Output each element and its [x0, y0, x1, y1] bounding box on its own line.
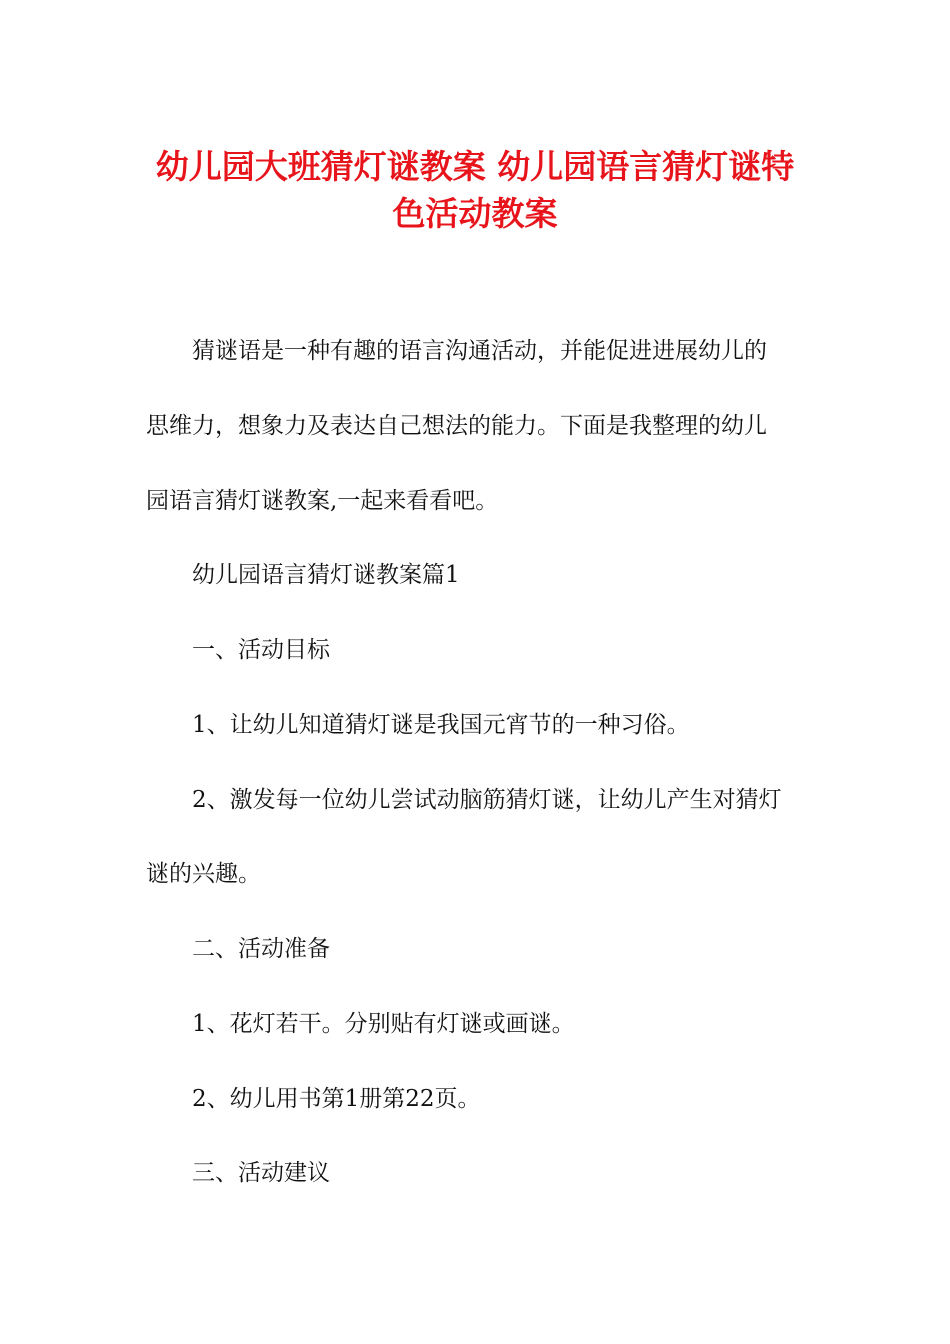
section-heading-goals: 一、活动目标: [192, 637, 330, 663]
preparation-item-1: 1、花灯若干。分别贴有灯谜或画谜。: [192, 1011, 575, 1037]
body-line-1: 猜谜语是一种有趣的语言沟通活动，并能促进进展幼儿的: [192, 338, 767, 364]
body-line-3: 园语言猜灯谜教案,一起来看看吧。: [146, 488, 499, 514]
title-line-2: 色活动教案: [392, 194, 558, 233]
section-heading-preparation: 二、活动准备: [192, 936, 330, 962]
goal-item-2-line-1: 2、激发每一位幼儿尝试动脑筋猜灯谜，让幼儿产生对猜灯: [192, 787, 782, 813]
body-line-2: 思维力，想象力及表达自己想法的能力。下面是我整理的幼儿: [146, 413, 767, 439]
section-heading-lesson-1: 幼儿园语言猜灯谜教案篇1: [192, 562, 460, 588]
goal-item-1: 1、让幼儿知道猜灯谜是我国元宵节的一种习俗。: [192, 712, 690, 738]
title-line-1: 幼儿园大班猜灯谜教案 幼儿园语言猜灯谜特: [155, 147, 795, 186]
document-title: [120, 143, 830, 237]
goal-item-2-line-2: 谜的兴趣。: [146, 861, 261, 887]
preparation-item-2: 2、幼儿用书第1册第22页。: [192, 1086, 481, 1112]
section-heading-suggestions: 三、活动建议: [192, 1160, 330, 1186]
